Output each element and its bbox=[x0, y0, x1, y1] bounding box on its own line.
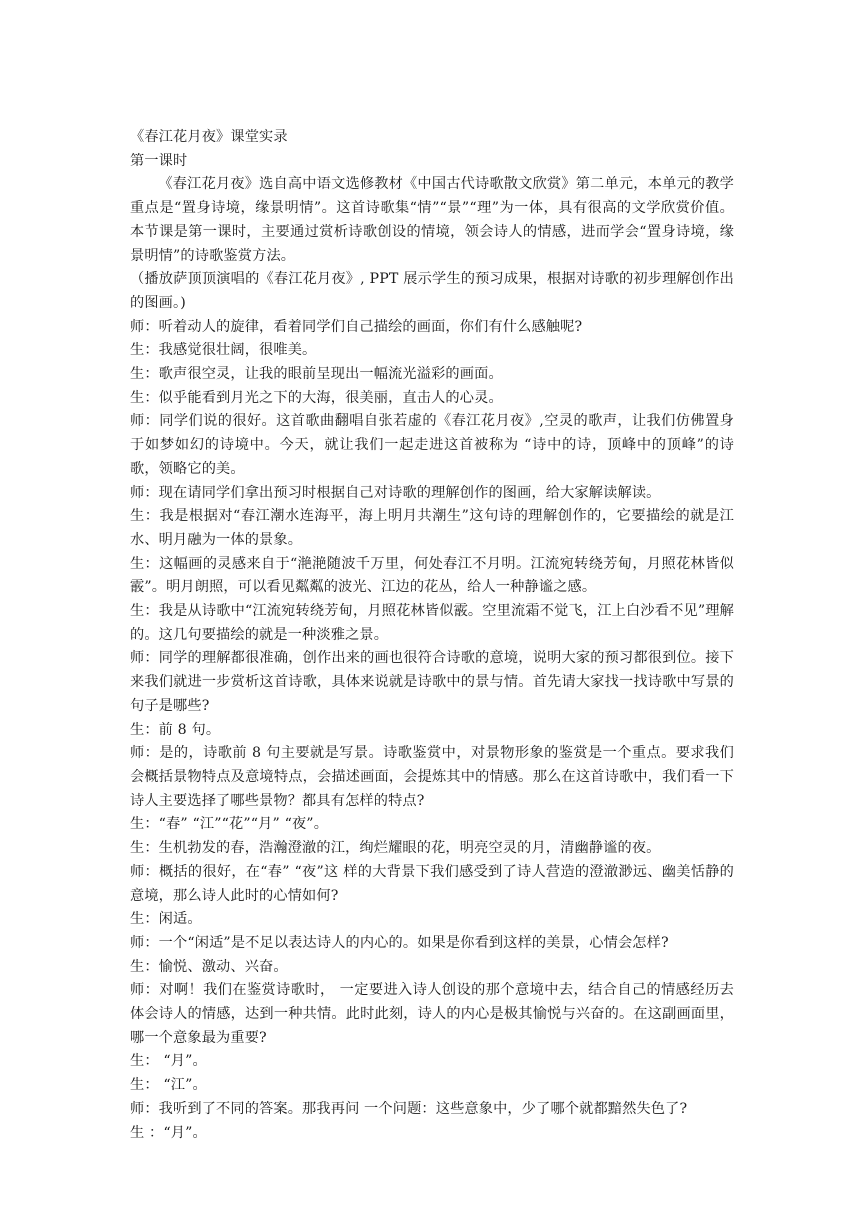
document-title: 《春江花月夜》课堂实录 bbox=[130, 129, 288, 145]
document-body bbox=[130, 173, 734, 1145]
paragraph: 师：同学的理解都很准确，创作出来的画也很符合诗歌的意境，说明大家的预习都很到位。接下来我们就进一步赏析这首诗歌，具体来说就是诗歌中的景与情。首先请大家找一找诗歌中写景的句子是哪些? bbox=[130, 650, 734, 714]
paragraph: 生：这幅画的灵感来自于“滟滟随波千万里，何处春江不月明。江流宛转绕芳甸，月照花林皆似霰”。明月朗照，可以看见粼粼的波光、江边的花丛，给人一种静谧之感。 bbox=[130, 555, 734, 596]
paragraph: 师：我听到了不同的答案。那我再问 一个问题：这些意象中，少了哪个就都黯然失色了? bbox=[130, 1100, 688, 1117]
paragraph: 生：愉悦、激动、兴奋。 bbox=[130, 958, 288, 975]
paragraph: 师：概括的很好，在“春” “夜”这 样的大背景下我们感受到了诗人营造的澄澈渺远、幽美恬静的意境，那么诗人此时的心情如何? bbox=[130, 863, 734, 904]
paragraph: 师：同学们说的很好。这首歌曲翻唱自张若虚的《春江花月夜》,空灵的歌声，让我们仿佛置身于如梦如幻的诗境中。今天，就让我们一起走进这首被称为 “诗中的诗，顶峰中的顶峰”的诗歌，领略它的美。 bbox=[130, 413, 734, 477]
paragraph: 生：我是根据对“春江潮水连海平，海上明月共潮生”这句诗的理解创作的，它要描绘的就是江水、明月融为一体的景象。 bbox=[130, 508, 734, 548]
paragraph: 生 ：“月”。 bbox=[130, 1124, 207, 1141]
paragraph: 生：生机勃发的春，浩瀚澄澈的江，绚烂耀眼的花，明亮空灵的月，清幽静谧的夜。 bbox=[130, 840, 661, 857]
paragraph: 师：是的，诗歌前 8 句主要就是写景。诗歌鉴赏中，对景物形象的鉴赏是一个重点。要求我们会概括景物特点及意境特点，会描述画面，会提炼其中的情感。那么在这首诗歌中，我们看一下诗人主要选择了哪些景物？都具有怎样的特点? bbox=[130, 745, 734, 809]
paragraph: 生：我感觉很壮阔，很唯美。 bbox=[130, 342, 317, 359]
paragraph: 生：“春” “江”“花”“月” “夜”。 bbox=[130, 816, 329, 833]
paragraph: 师：听着动人的旋律，看着同学们自己描绘的画面，你们有什么感触呢? bbox=[130, 318, 583, 335]
paragraph: 生：似乎能看到月光之下的大海，很美丽，直击人的心灵。 bbox=[130, 389, 503, 406]
paragraph: 生：闲适。 bbox=[130, 911, 202, 928]
paragraph: 师：对啊！我们在鉴赏诗歌时， 一定要进入诗人创设的那个意境中去，结合自己的情感经历去体会诗人的情感，达到一种共情。此时此刻，诗人的内心是极其愉悦与兴奋的。在这副画面里，哪一个意象最为重要? bbox=[130, 982, 734, 1046]
paragraph: （播放萨顶顶演唱的《春江花月夜》, PPT 展示学生的预习成果，根据对诗歌的初步理解创作出的图画。) bbox=[130, 271, 734, 311]
paragraph: 师：现在请同学们拿出预习时根据自己对诗歌的理解创作的图画，给大家解读解读。 bbox=[130, 484, 661, 501]
paragraph: 生：我是从诗歌中“江流宛转绕芳甸，月照花林皆似霰。空里流霜不觉飞，江上白沙看不见”理解的。这几句要描绘的就是一种淡雅之景。 bbox=[130, 603, 734, 643]
paragraph: 生： “月”。 bbox=[130, 1053, 207, 1070]
document-page bbox=[130, 126, 734, 1145]
paragraph: 《春江花月夜》选自高中语文选修教材《中国古代诗歌散文欣赏》第二单元，本单元的教学重点是“置身诗境，缘景明情”。这首诗歌集“情”“景”“理”为一体，具有很高的文学欣赏价值。本节课是第一课时，主要通过赏析诗歌创设的情境，领会诗人的情感，进而学会“置身诗境，缘景明情”的诗歌鉴赏方法。 bbox=[130, 176, 734, 264]
document-subtitle: 第一课时 bbox=[130, 152, 188, 169]
paragraph: 生： “江”。 bbox=[130, 1077, 207, 1094]
paragraph: 师：一个“闲适”是不足以表达诗人的内心的。如果是你看到这样的美景，心情会怎样? bbox=[130, 934, 669, 951]
paragraph: 生：歌声很空灵，让我的眼前呈现出一幅流光溢彩的画面。 bbox=[130, 366, 503, 383]
paragraph: 生：前 8 句。 bbox=[130, 721, 221, 738]
